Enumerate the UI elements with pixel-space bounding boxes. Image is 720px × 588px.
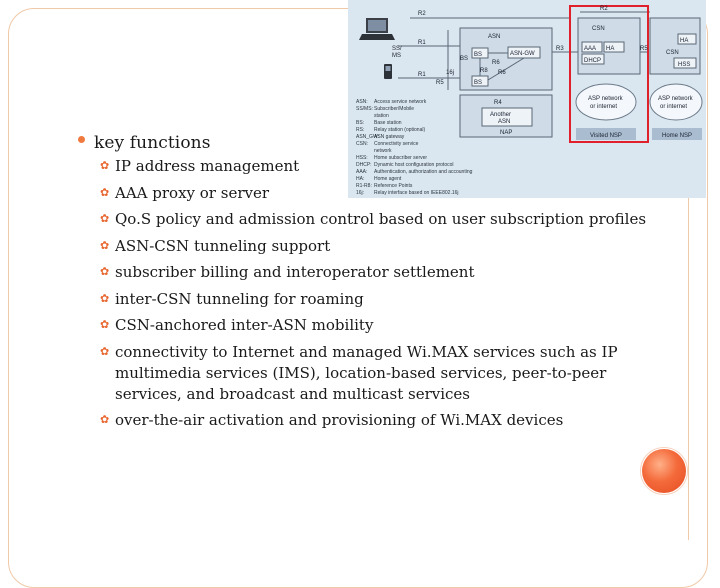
gear-bullet-icon: ✿ bbox=[100, 265, 110, 278]
level1-item bbox=[78, 130, 658, 156]
list-item bbox=[78, 183, 658, 204]
fig-label-bs2: BS bbox=[474, 80, 483, 86]
gear-bullet-icon: ✿ bbox=[100, 291, 110, 305]
list-item-text: inter-CSN tunneling for roaming bbox=[115, 289, 364, 308]
fig-label-r4: R4 bbox=[494, 100, 502, 106]
list-item-text: CSN-anchored inter-ASN mobility bbox=[115, 316, 374, 334]
fig-label-asp2: ASP network bbox=[658, 96, 693, 102]
legend-abbr: ASN: bbox=[356, 99, 368, 105]
fig-label-r3: R3 bbox=[556, 46, 564, 52]
list-item-text: ASN-CSN tunneling support bbox=[115, 236, 331, 255]
legend-desc: Base station bbox=[374, 120, 402, 126]
slide-heading: key functions bbox=[94, 133, 211, 153]
fig-label-ms: MS bbox=[392, 53, 401, 59]
list-item-text: Qo.S policy and admission control based on user subscription profiles bbox=[115, 210, 647, 228]
fig-label-csn2: CSN bbox=[666, 50, 679, 56]
fig-label-aaa: AAA bbox=[584, 46, 597, 52]
list-item bbox=[78, 236, 658, 257]
fig-label-nap: NAP bbox=[500, 130, 513, 136]
list-item bbox=[78, 289, 658, 310]
fig-label-visited: Visited NSP bbox=[590, 133, 622, 139]
legend-desc: Authentication, authorization and accounting bbox=[374, 169, 473, 175]
fig-label-hss: HSS bbox=[678, 62, 691, 68]
list-item-text: AAA proxy or server bbox=[115, 183, 270, 202]
legend-abbr: HA: bbox=[356, 176, 365, 182]
list-item-text: over-the-air activation and provisioning of Wi.MAX devices bbox=[115, 411, 564, 429]
gear-bullet-icon: ✿ bbox=[100, 318, 110, 331]
fig-label-asn: ASN bbox=[488, 34, 501, 40]
legend-abbr: AAA: bbox=[356, 169, 368, 175]
gear-bullet-icon: ✿ bbox=[100, 413, 110, 426]
fig-label-or2: or internet bbox=[660, 104, 688, 110]
fig-label-asn-gw: ASN-GW bbox=[510, 51, 535, 57]
list-item bbox=[78, 342, 658, 405]
legend-desc: Relay interface based on IEEE802.16j bbox=[374, 190, 459, 196]
fig-label-ha2: HA bbox=[680, 38, 689, 44]
legend-abbr: 16j: bbox=[356, 190, 365, 196]
fig-label-another: Another bbox=[490, 112, 512, 118]
legend-abbr: SS/MS: bbox=[356, 106, 373, 112]
legend-abbr: BS: bbox=[356, 120, 365, 126]
list-item bbox=[78, 262, 658, 283]
legend-desc: Home agent bbox=[374, 176, 402, 182]
legend-desc: ASN gateway bbox=[374, 134, 405, 140]
list-item bbox=[78, 410, 658, 431]
legend-abbr: R1-R8: bbox=[356, 183, 372, 189]
decorative-orb bbox=[642, 449, 686, 493]
list-item-text: connectivity to Internet and managed Wi.MAX services such as IP multimedia services (IMS), location-based services, peer-to-peer services, and broadcast and multicast services bbox=[115, 342, 618, 403]
fig-label-asn2: ASN bbox=[498, 119, 511, 125]
gear-bullet-icon: ✿ bbox=[100, 344, 110, 358]
legend-desc: Home subscriber server bbox=[374, 155, 428, 161]
fig-label-or1: or internet bbox=[590, 104, 618, 110]
gear-bullet-icon: ✿ bbox=[100, 185, 110, 199]
legend-desc: Access service network bbox=[374, 99, 427, 105]
fig-label-csn1: CSN bbox=[592, 26, 605, 32]
fig-label-r1-top: R1 bbox=[418, 40, 426, 46]
legend-desc: Subscriber/Mobile bbox=[374, 106, 415, 112]
fig-label-r8: R8 bbox=[480, 68, 488, 74]
legend-abbr: CSN: bbox=[356, 141, 368, 147]
legend-abbr: HSS: bbox=[356, 155, 368, 161]
legend-desc: network bbox=[374, 148, 392, 154]
fig-label-r5-left: R5 bbox=[436, 80, 444, 86]
gear-bullet-icon: ✿ bbox=[100, 212, 110, 225]
fig-label-16j: 16j bbox=[446, 70, 455, 76]
legend-desc: Connectivity service bbox=[374, 141, 419, 147]
legend-abbr: ASN_GW: bbox=[356, 134, 379, 140]
fig-label-bs3: BS bbox=[460, 56, 469, 62]
fig-label-home: Home NSP bbox=[662, 133, 693, 139]
list-item bbox=[78, 315, 658, 336]
fig-label-dhcp: DHCP bbox=[584, 58, 602, 64]
fig-label-ss: SS/ bbox=[392, 46, 402, 52]
list-item-text: IP address management bbox=[115, 157, 300, 175]
fig-label-bs1: BS bbox=[474, 52, 483, 58]
fig-label-r1-bottom: R1 bbox=[418, 72, 426, 78]
legend-abbr: DHCP: bbox=[356, 162, 372, 168]
gear-bullet-icon: ✿ bbox=[100, 159, 110, 172]
legend-desc: Relay station (optional) bbox=[374, 127, 426, 133]
list-item bbox=[78, 156, 658, 177]
legend-desc: Dynamic host configuration protocol bbox=[374, 162, 454, 168]
fig-label-r2-top: R2 bbox=[418, 11, 426, 17]
fig-label-r5-right: R5 bbox=[640, 46, 648, 52]
list-item bbox=[78, 209, 658, 230]
fig-label-r2-right: R2 bbox=[600, 6, 608, 12]
phone-icon bbox=[384, 64, 392, 79]
legend-abbr: RS: bbox=[356, 127, 365, 133]
legend-desc: station bbox=[374, 113, 389, 119]
fig-label-r6b: R6 bbox=[498, 70, 506, 76]
fig-label-asp1: ASP network bbox=[588, 96, 623, 102]
bullet-dot-icon bbox=[78, 136, 85, 143]
gear-bullet-icon: ✿ bbox=[100, 238, 110, 252]
list-item-text: subscriber billing and interoperator settlement bbox=[115, 263, 475, 281]
fig-label-r6a: R6 bbox=[492, 60, 500, 66]
fig-label-ha1: HA bbox=[606, 46, 615, 52]
legend-desc: Reference Points bbox=[374, 183, 413, 189]
function-list bbox=[78, 156, 658, 431]
slide-content bbox=[78, 130, 658, 437]
